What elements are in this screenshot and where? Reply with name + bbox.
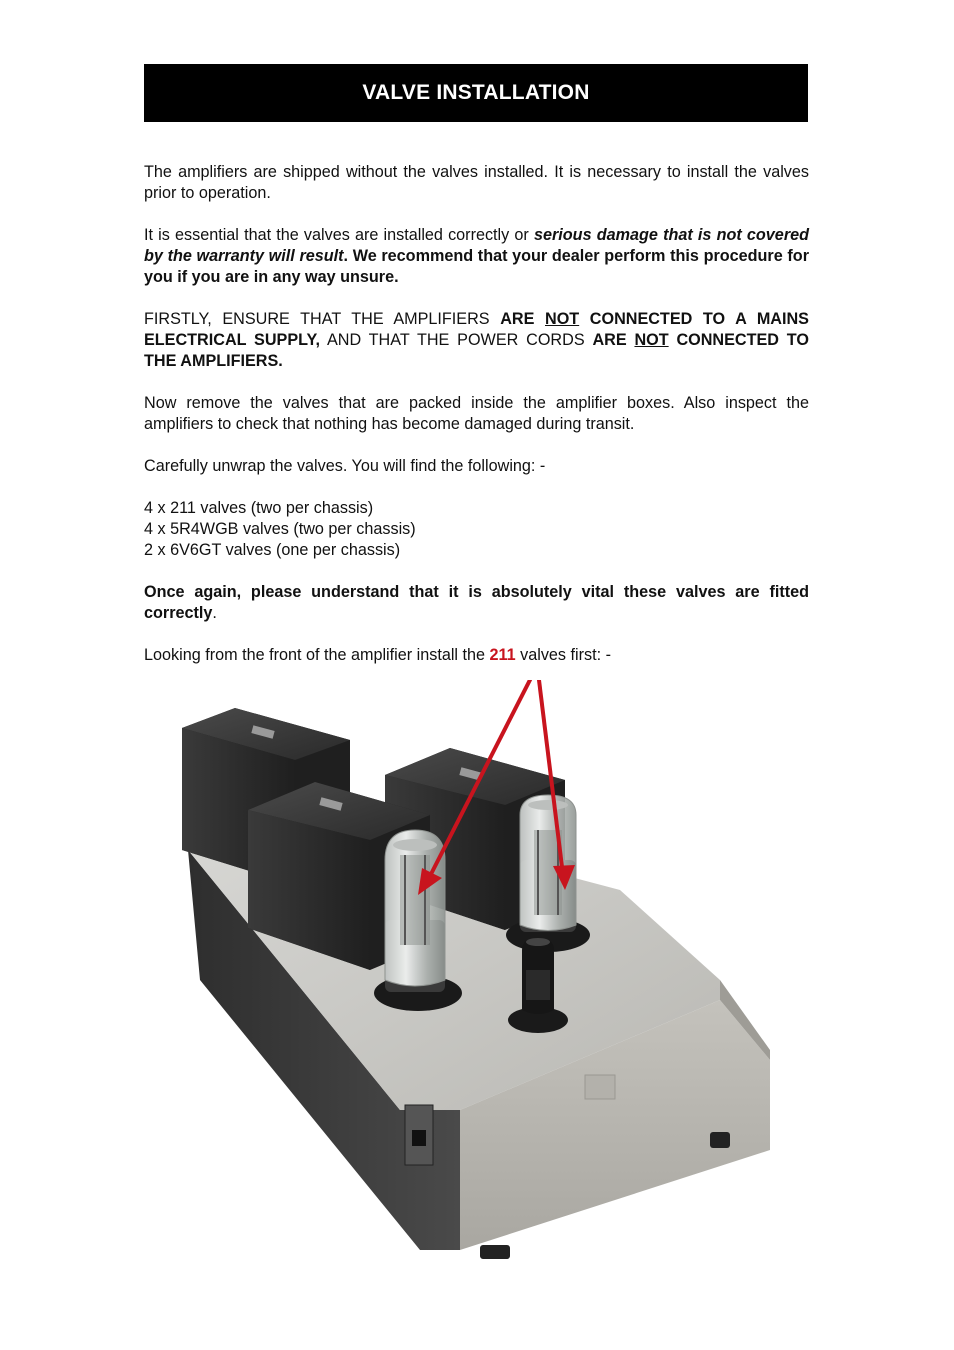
vital-paragraph [144,582,809,624]
vital-period: . [212,604,217,622]
valve-list [144,498,809,561]
unwrap-paragraph: Carefully unwrap the valves. You will find the following: - [144,457,546,475]
vital-text: Once again, please understand that it is absolutely vital these valves are fitted correctly [144,583,809,622]
valve-211-label: 211 [489,646,516,664]
warning-paragraph [144,225,809,288]
intro-paragraph: The amplifiers are shipped without the valves installed. It is necessary to install the valves prior to operation. [144,163,809,202]
safety-bold-3: ARE [592,331,635,349]
page-title: VALVE INSTALLATION [362,81,590,104]
safety-not-1: NOT [545,310,580,328]
safety-paragraph [144,309,809,372]
install-paragraph [144,645,809,666]
warranty-warning: serious damage that is not covered by the warranty will result [144,226,810,265]
safety-not-2: NOT [634,331,669,349]
warning-text: It is essential that the valves are installed correctly or [144,226,534,244]
safety-text-2: AND THAT THE POWER CORDS [320,331,593,349]
list-item: 2 x 6V6GT valves (one per chassis) [144,541,401,559]
list-item: 4 x 5R4WGB valves (two per chassis) [144,520,416,538]
safety-bold-2: CONNECTED TO A MAINS ELECTRICAL SUPPLY, [144,310,809,349]
dealer-recommendation: . We recommend that your dealer perform this procedure for you if you are in any way unsure. [144,247,809,286]
install-text: Looking from the front of the amplifier install the [144,646,490,664]
document-body [144,162,809,687]
safety-bold-1: ARE [500,310,545,328]
amplifier-photo [160,680,800,1280]
install-text-end: valves first: - [515,646,611,664]
inspect-paragraph: Now remove the valves that are packed inside the amplifier boxes. Also inspect the amplifiers to check that nothing has become damaged during transit. [144,394,809,433]
safety-bold-4: CONNECTED TO THE AMPLIFIERS. [144,331,809,370]
list-item: 4 x 211 valves (two per chassis) [144,499,374,517]
section-banner [144,64,808,122]
safety-text-1: FIRSTLY, ENSURE THAT THE AMPLIFIERS [144,310,501,328]
